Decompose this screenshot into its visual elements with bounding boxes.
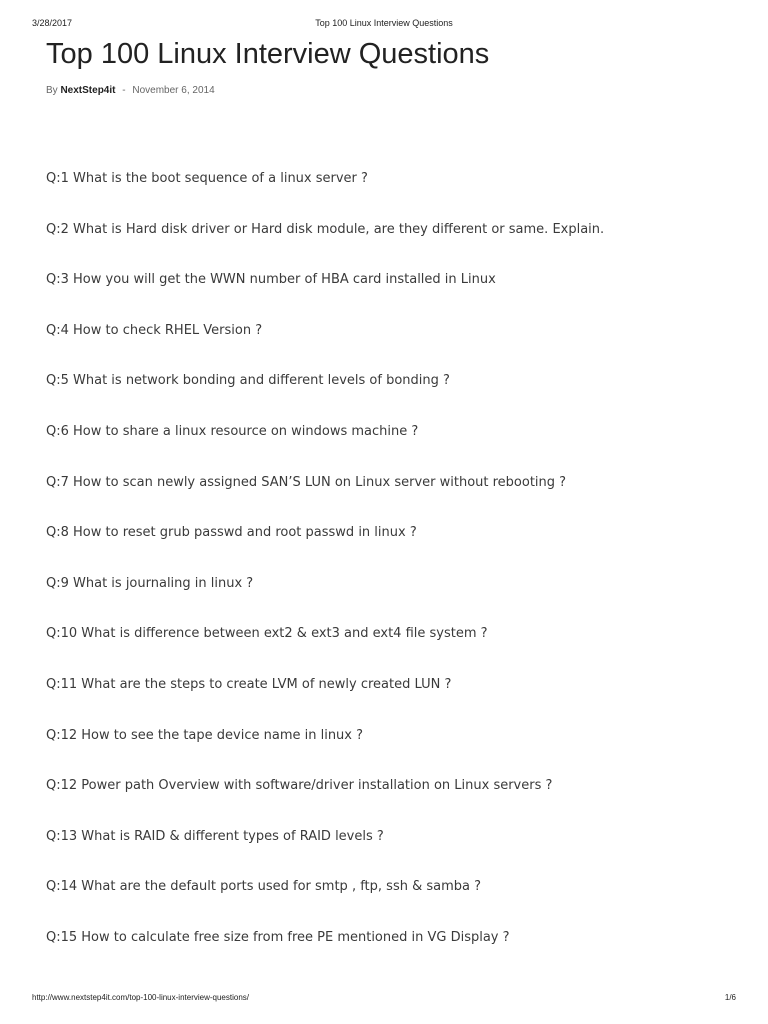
source-url[interactable]: http://www.nextstep4it.com/top-100-linux-interview-questions/ — [32, 993, 249, 1002]
question-item: Q:10 What is difference between ext2 & ext3 and ext4 file system ? — [46, 626, 488, 642]
question-item: Q:11 What are the steps to create LVM of newly created LUN ? — [46, 676, 452, 692]
question-item: Q:9 What is journaling in linux ? — [46, 575, 254, 591]
question-item: Q:13 What is RAID & different types of RAID levels ? — [46, 828, 384, 844]
byline-separator: - — [122, 85, 126, 96]
page-title: Top 100 Linux Interview Questions — [46, 38, 490, 70]
question-list — [46, 170, 728, 980]
question-item: Q:7 How to scan newly assigned SAN’S LUN on Linux server without rebooting ? — [46, 474, 567, 490]
question-item: Q:1 What is the boot sequence of a linux server ? — [46, 171, 368, 186]
question-item: Q:5 What is network bonding and different levels of bonding ? — [46, 373, 450, 389]
question-item: Q:8 How to reset grub passwd and root passwd in linux ? — [46, 525, 417, 541]
question-item: Q:3 How you will get the WWN number of HBA card installed in Linux — [46, 272, 496, 288]
question-item: Q:12 Power path Overview with software/driver installation on Linux servers ? — [46, 778, 553, 794]
question-item: Q:6 How to share a linux resource on windows machine ? — [46, 423, 419, 439]
author-link[interactable]: NextStep4it — [60, 85, 116, 96]
question-item: Q:12 How to see the tape device name in linux ? — [46, 727, 364, 743]
question-item: Q:4 How to check RHEL Version ? — [46, 322, 263, 338]
byline-prefix: By — [46, 85, 58, 96]
print-header-title: Top 100 Linux Interview Questions — [315, 18, 453, 28]
question-item: Q:14 What are the default ports used for smtp , ftp, ssh & samba ? — [46, 879, 482, 895]
question-item: Q:15 How to calculate free size from free PE mentioned in VG Display ? — [46, 929, 510, 945]
print-header — [32, 18, 736, 32]
byline — [46, 85, 215, 96]
print-date: 3/28/2017 — [32, 18, 73, 28]
page-number: 1/6 — [724, 993, 736, 1002]
question-item: Q:2 What is Hard disk driver or Hard disk module, are they different or same. Explain. — [46, 221, 605, 237]
print-footer — [32, 993, 736, 1007]
publish-date: November 6, 2014 — [132, 85, 215, 96]
